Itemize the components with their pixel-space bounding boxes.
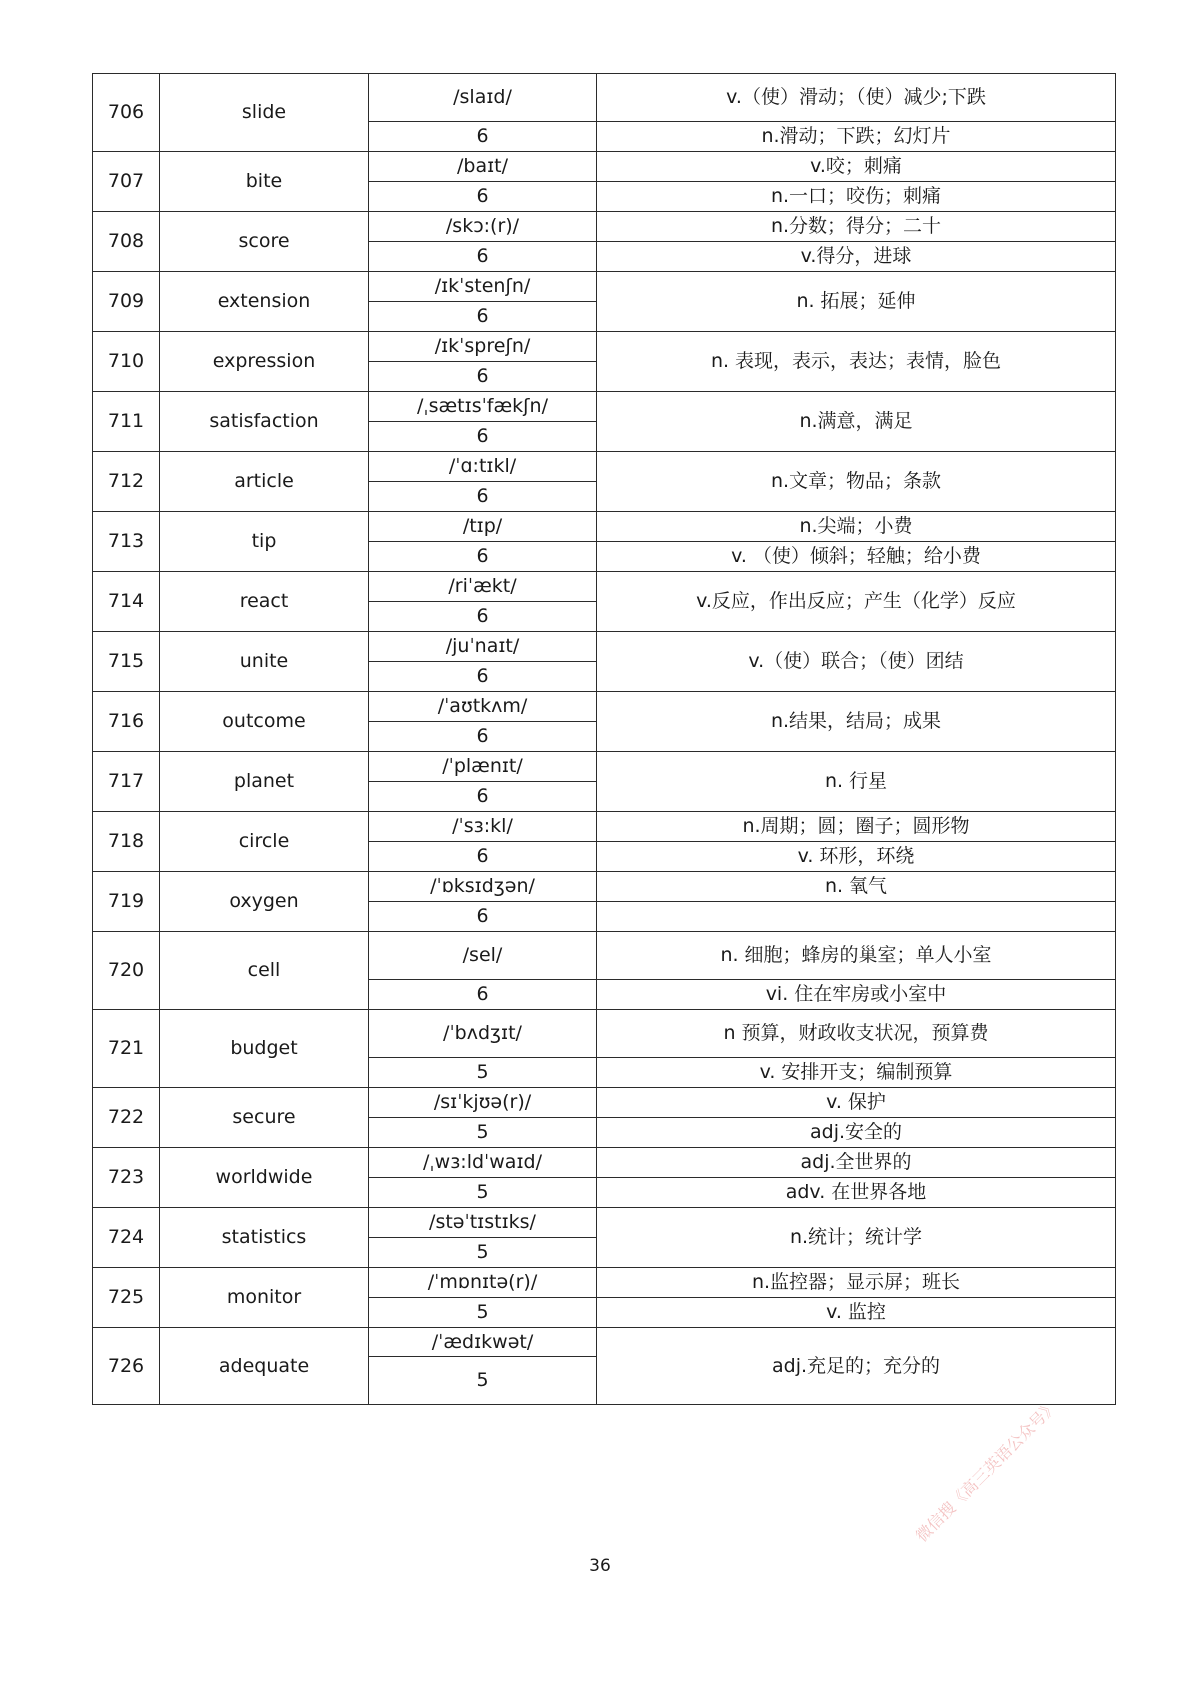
entry-meaning: n.结果，结局；成果 xyxy=(597,692,1116,752)
vocabulary-table xyxy=(92,73,1116,1405)
entry-level: 6 xyxy=(369,362,597,392)
entry-level: 6 xyxy=(369,662,597,692)
vocabulary-table-body xyxy=(93,74,1116,1405)
entry-word: budget xyxy=(160,1010,369,1088)
table-row xyxy=(93,572,1116,602)
entry-word: worldwide xyxy=(160,1148,369,1208)
entry-word: expression xyxy=(160,332,369,392)
entry-phonetic: /riˈækt/ xyxy=(369,572,597,602)
entry-meaning-bottom: vi. 住在牢房或小室中 xyxy=(597,980,1116,1010)
entry-word: statistics xyxy=(160,1208,369,1268)
table-row xyxy=(93,512,1116,542)
entry-level: 6 xyxy=(369,242,597,272)
page-number: 36 xyxy=(589,1556,611,1576)
entry-phonetic: /ˈædɪkwət/ xyxy=(369,1328,597,1357)
entry-phonetic: /baɪt/ xyxy=(369,152,597,182)
table-row xyxy=(93,812,1116,842)
entry-number: 719 xyxy=(93,872,160,932)
entry-meaning: n. 表现，表示，表达；表情，脸色 xyxy=(597,332,1116,392)
entry-number: 712 xyxy=(93,452,160,512)
entry-meaning-top: adj.全世界的 xyxy=(597,1148,1116,1178)
entry-meaning-bottom: v. 安排开支；编制预算 xyxy=(597,1058,1116,1088)
entry-number: 706 xyxy=(93,74,160,152)
entry-meaning: n.文章；物品；条款 xyxy=(597,452,1116,512)
entry-word: score xyxy=(160,212,369,272)
table-row xyxy=(93,932,1116,980)
entry-number: 725 xyxy=(93,1268,160,1328)
entry-meaning-top: n. 氧气 xyxy=(597,872,1116,902)
entry-level: 6 xyxy=(369,542,597,572)
entry-meaning: n.满意，满足 xyxy=(597,392,1116,452)
entry-number: 720 xyxy=(93,932,160,1010)
entry-level: 5 xyxy=(369,1178,597,1208)
entry-phonetic: /slaɪd/ xyxy=(369,74,597,122)
entry-meaning-bottom: adv. 在世界各地 xyxy=(597,1178,1116,1208)
entry-word: cell xyxy=(160,932,369,1010)
entry-level: 5 xyxy=(369,1118,597,1148)
entry-phonetic: /ˈmɒnɪtə(r)/ xyxy=(369,1268,597,1298)
table-row xyxy=(93,1088,1116,1118)
entry-phonetic: /ˌsætɪsˈfækʃn/ xyxy=(369,392,597,422)
table-row xyxy=(93,1328,1116,1357)
entry-phonetic: /ˈɒksɪdʒən/ xyxy=(369,872,597,902)
entry-number: 718 xyxy=(93,812,160,872)
entry-meaning-top: v.咬；刺痛 xyxy=(597,152,1116,182)
entry-meaning-bottom: v. 环形，环绕 xyxy=(597,842,1116,872)
entry-meaning: n. 行星 xyxy=(597,752,1116,812)
entry-word: planet xyxy=(160,752,369,812)
entry-level: 6 xyxy=(369,182,597,212)
entry-phonetic: /ˌwɜ:ldˈwaɪd/ xyxy=(369,1148,597,1178)
entry-meaning-top: n.监控器；显示屏；班长 xyxy=(597,1268,1116,1298)
table-row xyxy=(93,74,1116,122)
entry-meaning: v.（使）联合；（使）团结 xyxy=(597,632,1116,692)
entry-number: 721 xyxy=(93,1010,160,1088)
entry-level: 6 xyxy=(369,980,597,1010)
entry-number: 726 xyxy=(93,1328,160,1405)
entry-meaning-top: n.分数；得分；二十 xyxy=(597,212,1116,242)
entry-level: 6 xyxy=(369,602,597,632)
entry-meaning: v.反应，作出反应；产生（化学）反应 xyxy=(597,572,1116,632)
entry-word: unite xyxy=(160,632,369,692)
entry-word: oxygen xyxy=(160,872,369,932)
entry-meaning-top: v. 保护 xyxy=(597,1088,1116,1118)
entry-number: 716 xyxy=(93,692,160,752)
entry-phonetic: /tɪp/ xyxy=(369,512,597,542)
table-row xyxy=(93,1268,1116,1298)
entry-level: 5 xyxy=(369,1298,597,1328)
table-row xyxy=(93,332,1116,362)
entry-word: satisfaction xyxy=(160,392,369,452)
entry-meaning-bottom: v. （使）倾斜；轻触；给小费 xyxy=(597,542,1116,572)
entry-word: slide xyxy=(160,74,369,152)
table-row xyxy=(93,1010,1116,1058)
entry-phonetic: /ɪkˈspreʃn/ xyxy=(369,332,597,362)
entry-phonetic: /sɪˈkjʊə(r)/ xyxy=(369,1088,597,1118)
entry-meaning-bottom xyxy=(597,902,1116,932)
entry-number: 713 xyxy=(93,512,160,572)
entry-meaning-top: n.周期；圆；圈子；圆形物 xyxy=(597,812,1116,842)
entry-phonetic: /skɔ:(r)/ xyxy=(369,212,597,242)
entry-level: 6 xyxy=(369,302,597,332)
entry-word: tip xyxy=(160,512,369,572)
entry-word: extension xyxy=(160,272,369,332)
entry-phonetic: /ˈplænɪt/ xyxy=(369,752,597,782)
watermark-text: 微信搜《高三英语公众号》 xyxy=(912,1396,1062,1546)
entry-level: 6 xyxy=(369,842,597,872)
entry-word: circle xyxy=(160,812,369,872)
entry-meaning-top: n.尖端；小费 xyxy=(597,512,1116,542)
entry-meaning-bottom: n.滑动；下跌；幻灯片 xyxy=(597,122,1116,152)
entry-level: 5 xyxy=(369,1357,597,1405)
entry-number: 708 xyxy=(93,212,160,272)
table-row xyxy=(93,632,1116,662)
table-row xyxy=(93,152,1116,182)
entry-number: 711 xyxy=(93,392,160,452)
entry-meaning-bottom: v.得分，进球 xyxy=(597,242,1116,272)
entry-phonetic: /juˈnaɪt/ xyxy=(369,632,597,662)
table-row xyxy=(93,752,1116,782)
entry-level: 6 xyxy=(369,902,597,932)
entry-meaning: n.统计；统计学 xyxy=(597,1208,1116,1268)
entry-number: 709 xyxy=(93,272,160,332)
entry-phonetic: /ˈbʌdʒɪt/ xyxy=(369,1010,597,1058)
entry-meaning-top: n. 细胞；蜂房的巢室；单人小室 xyxy=(597,932,1116,980)
entry-word: react xyxy=(160,572,369,632)
entry-number: 723 xyxy=(93,1148,160,1208)
entry-meaning-bottom: v. 监控 xyxy=(597,1298,1116,1328)
entry-number: 715 xyxy=(93,632,160,692)
entry-word: adequate xyxy=(160,1328,369,1405)
entry-level: 6 xyxy=(369,122,597,152)
entry-phonetic: /ɪkˈstenʃn/ xyxy=(369,272,597,302)
entry-word: article xyxy=(160,452,369,512)
table-row xyxy=(93,872,1116,902)
entry-meaning: n. 拓展；延伸 xyxy=(597,272,1116,332)
entry-number: 707 xyxy=(93,152,160,212)
entry-level: 5 xyxy=(369,1238,597,1268)
entry-meaning-bottom: n.一口；咬伤；刺痛 xyxy=(597,182,1116,212)
table-row xyxy=(93,452,1116,482)
table-row xyxy=(93,1148,1116,1178)
entry-level: 5 xyxy=(369,1058,597,1088)
entry-number: 710 xyxy=(93,332,160,392)
entry-phonetic: /ˈsɜ:kl/ xyxy=(369,812,597,842)
table-row xyxy=(93,212,1116,242)
entry-meaning-top: n 预算，财政收支状况，预算费 xyxy=(597,1010,1116,1058)
entry-word: bite xyxy=(160,152,369,212)
entry-number: 722 xyxy=(93,1088,160,1148)
entry-word: outcome xyxy=(160,692,369,752)
entry-number: 724 xyxy=(93,1208,160,1268)
entry-word: monitor xyxy=(160,1268,369,1328)
entry-word: secure xyxy=(160,1088,369,1148)
table-row xyxy=(93,692,1116,722)
entry-number: 717 xyxy=(93,752,160,812)
table-row xyxy=(93,1208,1116,1238)
entry-meaning-top: v.（使）滑动；（使）减少;下跌 xyxy=(597,74,1116,122)
entry-phonetic: /stəˈtɪstɪks/ xyxy=(369,1208,597,1238)
entry-phonetic: /sel/ xyxy=(369,932,597,980)
table-row xyxy=(93,272,1116,302)
entry-level: 6 xyxy=(369,722,597,752)
entry-meaning: adj.充足的；充分的 xyxy=(597,1328,1116,1405)
table-row xyxy=(93,392,1116,422)
entry-phonetic: /ˈaʊtkʌm/ xyxy=(369,692,597,722)
entry-phonetic: /ˈɑ:tɪkl/ xyxy=(369,452,597,482)
entry-meaning-bottom: adj.安全的 xyxy=(597,1118,1116,1148)
entry-number: 714 xyxy=(93,572,160,632)
entry-level: 6 xyxy=(369,422,597,452)
entry-level: 6 xyxy=(369,482,597,512)
entry-level: 6 xyxy=(369,782,597,812)
